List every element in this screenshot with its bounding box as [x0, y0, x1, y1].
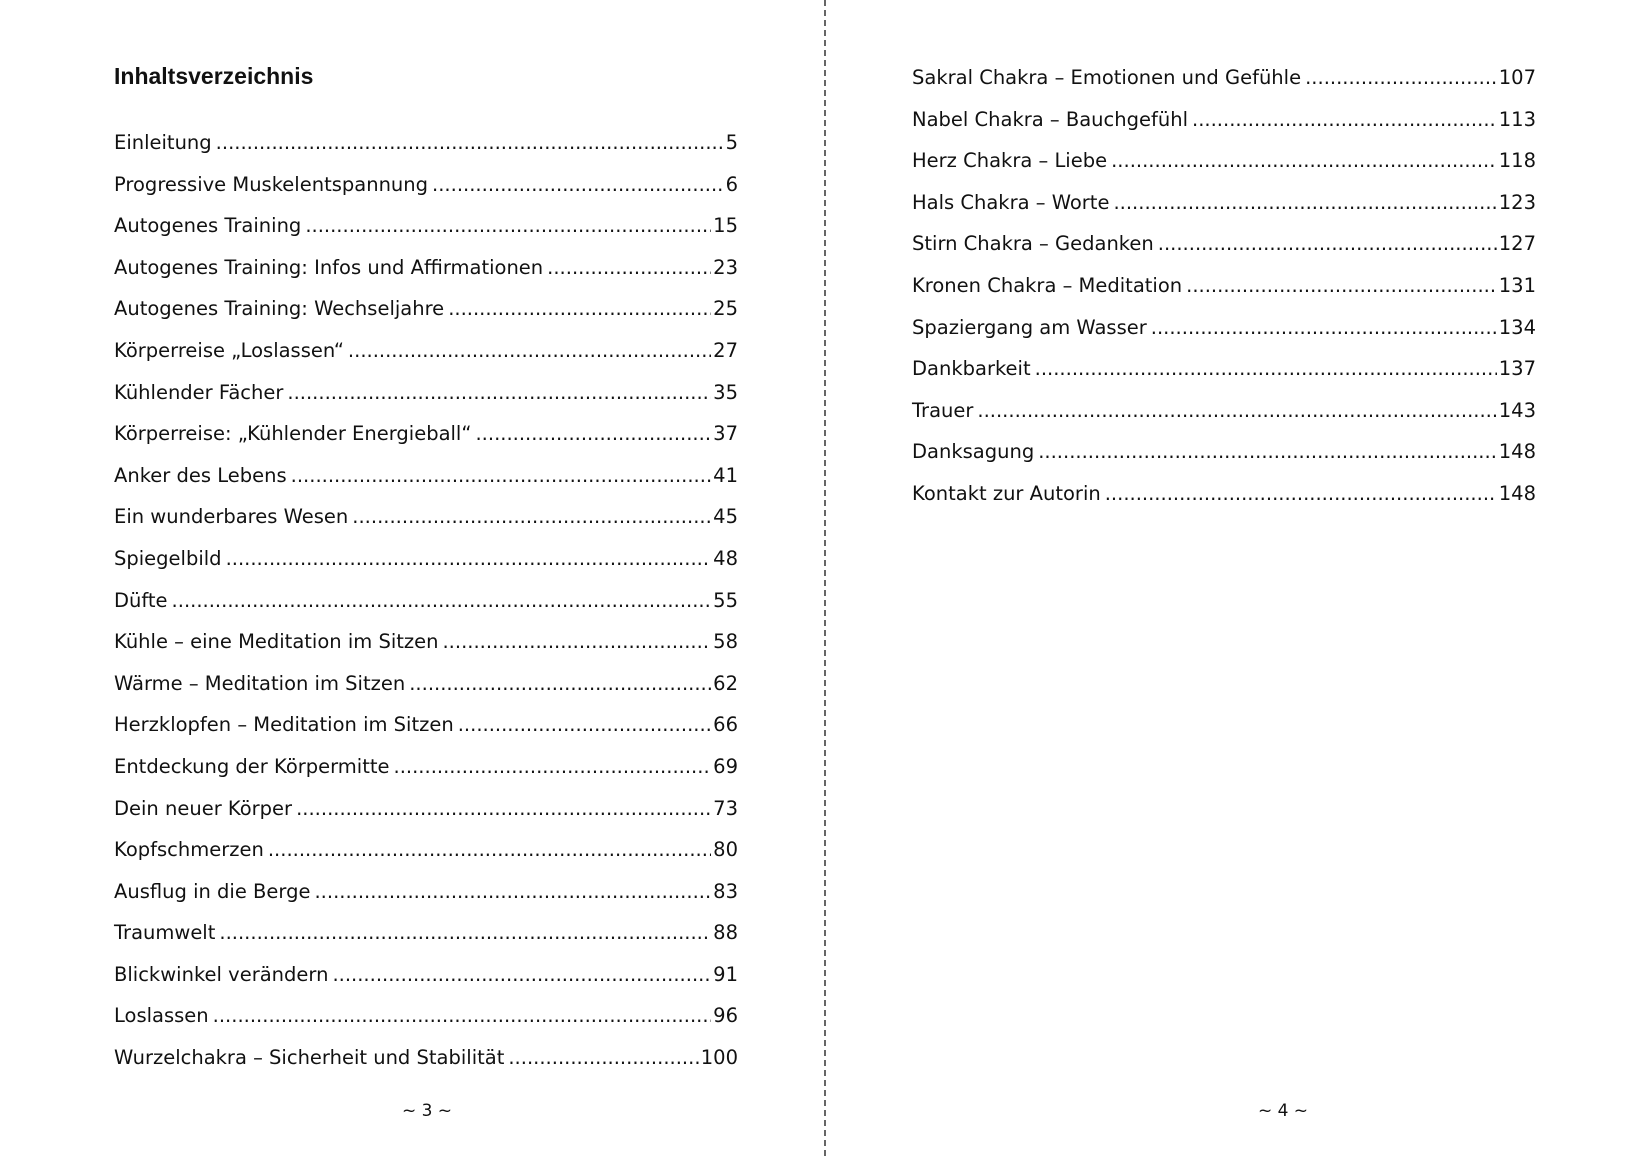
toc-entry-page: 91	[713, 962, 738, 986]
dot-leader	[219, 921, 711, 944]
dot-leader	[1305, 66, 1497, 89]
toc-entry[interactable]	[114, 381, 738, 423]
toc-entry-title: Progressive Muskelentspannung	[114, 172, 429, 196]
dot-leader	[1111, 149, 1497, 172]
dot-leader	[475, 422, 711, 445]
toc-entry-title: Ausflug in die Berge	[114, 879, 311, 903]
toc-entry[interactable]	[912, 399, 1536, 441]
toc-entry-title: Spaziergang am Wasser	[912, 315, 1147, 339]
dot-leader	[1192, 108, 1497, 131]
left-page	[0, 0, 825, 1156]
toc-entry-title: Hals Chakra – Worte	[912, 190, 1110, 214]
dot-leader	[305, 214, 711, 237]
toc-entry-title: Trauer	[912, 398, 974, 422]
toc-entry-title: Wurzelchakra – Sicherheit und Stabilität	[114, 1046, 505, 1070]
toc-entry-page: 100	[700, 1046, 738, 1070]
toc-entry[interactable]	[912, 66, 1536, 108]
dot-leader	[213, 1004, 712, 1027]
dot-leader	[1105, 482, 1497, 505]
toc-entry-title: Ein wunderbares Wesen	[114, 505, 349, 529]
dot-leader	[1038, 440, 1497, 463]
toc-entry-title: Kühlender Fächer	[114, 380, 284, 404]
toc-entry[interactable]	[912, 482, 1536, 524]
toc-entry[interactable]	[114, 173, 738, 215]
toc-entry[interactable]	[114, 1004, 738, 1046]
toc-entry[interactable]	[114, 589, 738, 631]
toc-entry[interactable]	[114, 297, 738, 339]
dot-leader	[1151, 316, 1497, 339]
toc-entry[interactable]	[114, 838, 738, 880]
toc-entry-page: 69	[713, 754, 738, 778]
toc-entry-page: 35	[713, 380, 738, 404]
dot-leader	[442, 630, 711, 653]
toc-entry[interactable]	[912, 232, 1536, 274]
toc-entry-title: Nabel Chakra – Bauchgefühl	[912, 107, 1188, 131]
toc-entry-page: 41	[713, 463, 738, 487]
toc-entry-page: 137	[1498, 357, 1536, 381]
toc-entry-page: 143	[1498, 398, 1536, 422]
dot-leader	[352, 505, 711, 528]
toc-entry[interactable]	[114, 713, 738, 755]
toc-entry[interactable]	[114, 630, 738, 672]
dot-leader	[172, 589, 712, 612]
toc-entry-title: Traumwelt	[114, 921, 216, 945]
toc-entry-page: 27	[713, 338, 738, 362]
dot-leader	[547, 256, 711, 279]
dot-leader	[291, 464, 712, 487]
toc-entry-page: 62	[713, 671, 738, 695]
dot-leader	[1186, 274, 1497, 297]
toc-entry-title: Kopfschmerzen	[114, 838, 264, 862]
toc-entry-page: 25	[713, 297, 738, 321]
toc-entry-page: 148	[1498, 481, 1536, 505]
toc-entry[interactable]	[912, 357, 1536, 399]
dot-leader	[216, 131, 724, 154]
toc-entry[interactable]	[114, 921, 738, 963]
toc-entry-title: Anker des Lebens	[114, 463, 287, 487]
toc-entry-title: Blickwinkel verändern	[114, 962, 329, 986]
toc-entry[interactable]	[114, 672, 738, 714]
toc-entry[interactable]	[114, 1046, 738, 1088]
toc-entry-page: 58	[713, 630, 738, 654]
dot-leader	[977, 399, 1496, 422]
dot-leader	[409, 672, 711, 695]
dot-leader	[332, 963, 711, 986]
toc-entry[interactable]	[912, 316, 1536, 358]
toc-entry-page: 6	[725, 172, 738, 196]
toc-entry-page: 66	[713, 713, 738, 737]
toc-entry-title: Kronen Chakra – Meditation	[912, 273, 1183, 297]
toc-list-right	[912, 66, 1536, 524]
dot-leader	[314, 880, 711, 903]
dot-leader	[1158, 232, 1497, 255]
toc-entry-page: 5	[725, 131, 738, 154]
toc-entry-title: Herz Chakra – Liebe	[912, 149, 1108, 173]
dot-leader	[268, 838, 711, 861]
toc-entry[interactable]	[114, 755, 738, 797]
toc-entry-title: Dein neuer Körper	[114, 796, 293, 820]
toc-entry-title: Körperreise: „Kühlender Energieball“	[114, 422, 472, 446]
toc-entry-page: 131	[1498, 273, 1536, 297]
dot-leader	[432, 173, 724, 196]
toc-entry[interactable]	[114, 339, 738, 381]
dot-leader	[458, 713, 711, 736]
toc-entry-page: 148	[1498, 440, 1536, 464]
page-number-left: ~ 3 ~	[401, 1101, 453, 1121]
page-number-right: ~ 4 ~	[1257, 1101, 1309, 1121]
dot-leader	[508, 1046, 698, 1069]
dot-leader	[1035, 357, 1497, 380]
toc-entry-title: Stirn Chakra – Gedanken	[912, 232, 1154, 256]
toc-entry-title: Herzklopfen – Meditation im Sitzen	[114, 713, 454, 737]
toc-entry-page: 15	[713, 214, 738, 238]
toc-entry-page: 134	[1498, 315, 1536, 339]
toc-entry-title: Düfte	[114, 588, 168, 612]
toc-entry[interactable]	[912, 149, 1536, 191]
toc-entry-title: Entdeckung der Körpermitte	[114, 754, 390, 778]
toc-entry[interactable]	[114, 963, 738, 1005]
toc-entry[interactable]	[912, 274, 1536, 316]
toc-entry-page: 96	[713, 1004, 738, 1028]
dot-leader	[448, 297, 711, 320]
dot-leader	[296, 797, 711, 820]
toc-entry-title: Einleitung	[114, 131, 212, 154]
toc-entry[interactable]	[912, 191, 1536, 233]
toc-entry[interactable]	[912, 108, 1536, 150]
toc-entry[interactable]	[114, 422, 738, 464]
toc-entry[interactable]	[114, 131, 738, 173]
dot-leader	[287, 381, 711, 404]
toc-entry-title: Wärme – Meditation im Sitzen	[114, 671, 406, 695]
toc-entry-page: 80	[713, 838, 738, 862]
toc-entry-title: Autogenes Training: Wechseljahre	[114, 297, 445, 321]
toc-entry[interactable]	[114, 256, 738, 298]
toc-entry-page: 118	[1498, 149, 1536, 173]
toc-entry[interactable]	[114, 464, 738, 506]
toc-entry-title: Autogenes Training	[114, 214, 302, 238]
toc-heading: Inhaltsverzeichnis	[114, 63, 314, 89]
toc-entry-page: 113	[1498, 107, 1536, 131]
toc-entry-page: 73	[713, 796, 738, 820]
toc-entry-title: Spiegelbild	[114, 546, 222, 570]
toc-entry[interactable]	[114, 880, 738, 922]
toc-entry-title: Kühle – eine Meditation im Sitzen	[114, 630, 439, 654]
dot-leader	[1113, 191, 1496, 214]
toc-entry-page: 23	[713, 255, 738, 279]
toc-list-left	[114, 131, 738, 1088]
toc-entry-title: Autogenes Training: Infos und Affirmationen	[114, 255, 544, 279]
toc-entry-page: 37	[713, 422, 738, 446]
toc-entry[interactable]	[114, 797, 738, 839]
toc-entry[interactable]	[114, 214, 738, 256]
toc-entry-title: Sakral Chakra – Emotionen und Gefühle	[912, 66, 1302, 89]
toc-entry-page: 48	[713, 546, 738, 570]
toc-entry[interactable]	[114, 547, 738, 589]
toc-entry[interactable]	[912, 440, 1536, 482]
toc-entry-page: 107	[1498, 66, 1536, 89]
toc-entry-title: Körperreise „Loslassen“	[114, 338, 344, 362]
toc-entry-page: 123	[1498, 190, 1536, 214]
toc-entry-page: 55	[713, 588, 738, 612]
toc-entry-title: Loslassen	[114, 1004, 209, 1028]
toc-entry-title: Danksagung	[912, 440, 1035, 464]
dot-leader	[348, 339, 711, 362]
toc-entry-page: 127	[1498, 232, 1536, 256]
toc-entry-page: 83	[713, 879, 738, 903]
toc-entry-title: Kontakt zur Autorin	[912, 481, 1101, 505]
dot-leader	[394, 755, 712, 778]
right-page	[826, 0, 1651, 1156]
toc-entry[interactable]	[114, 505, 738, 547]
toc-entry-title: Dankbarkeit	[912, 357, 1031, 381]
dot-leader	[226, 547, 712, 570]
toc-entry-page: 45	[713, 505, 738, 529]
toc-entry-page: 88	[713, 921, 738, 945]
